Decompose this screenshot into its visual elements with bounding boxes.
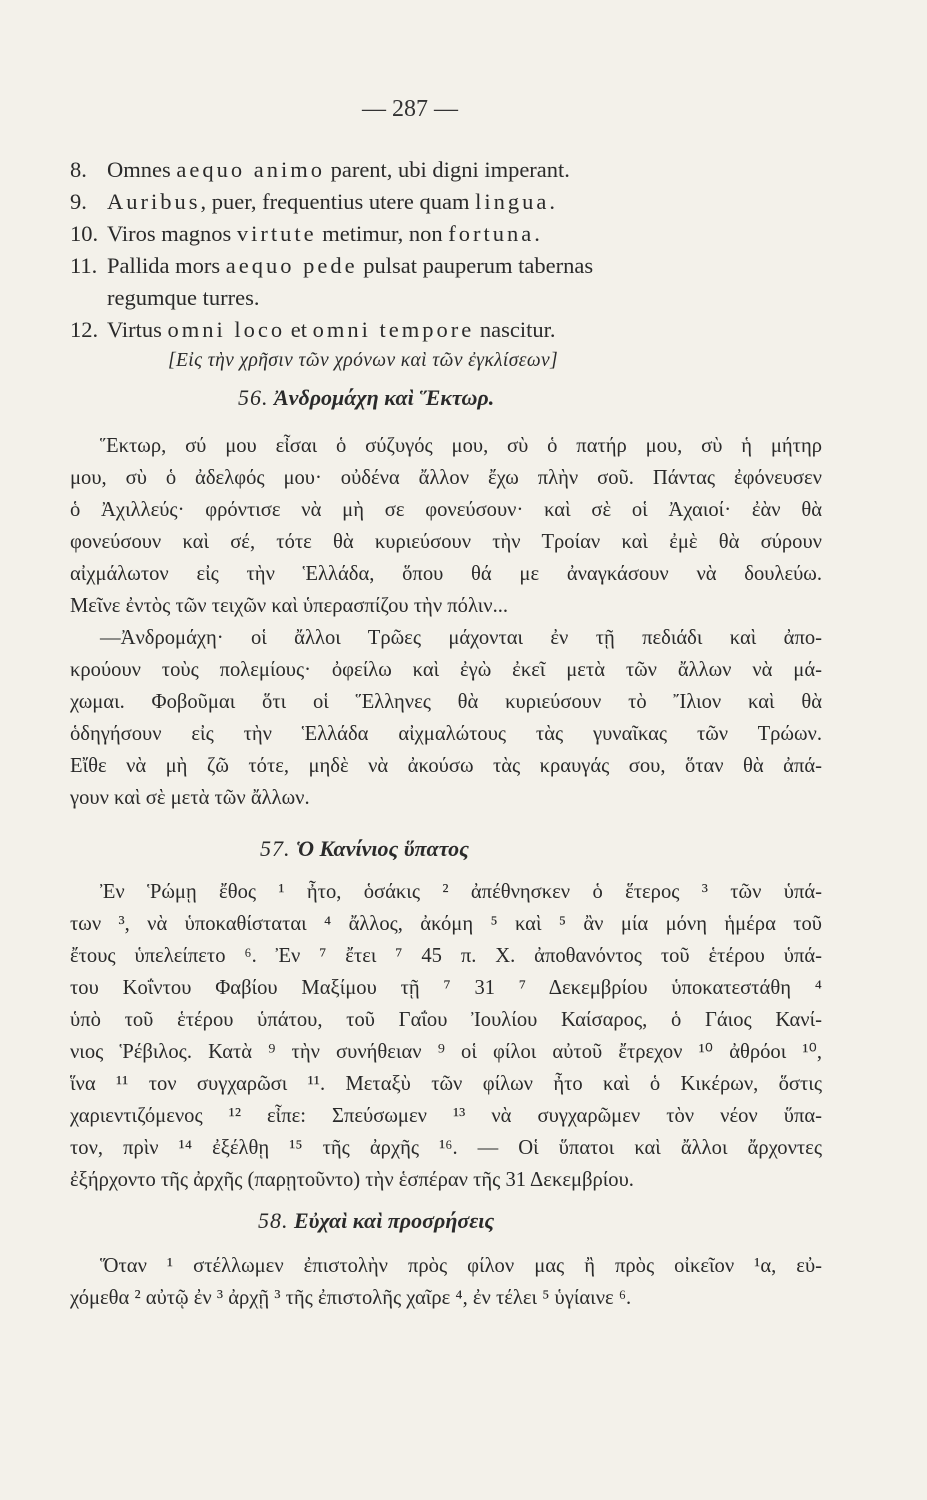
text-segment: Pallida mors bbox=[107, 253, 226, 278]
sentence-number: 11. bbox=[70, 253, 98, 278]
spaced-phrase: virtute bbox=[236, 221, 317, 246]
text-segment: Omnes bbox=[107, 157, 177, 182]
text-line: φονεύσουν καὶ σέ, τότε θὰ κυριεύσουν τὴν Τροίαν καὶ ἐμὲ θὰ σύρουν bbox=[70, 531, 822, 553]
text-segment: et bbox=[285, 317, 313, 342]
text-segment: Virtus bbox=[107, 317, 168, 342]
sentence-number: 10. bbox=[70, 221, 99, 246]
latin-line bbox=[70, 154, 830, 186]
spaced-phrase: aequo pede bbox=[225, 253, 358, 278]
text-segment: regumque turres. bbox=[107, 285, 260, 310]
text-segment: pulsat pauperum tabernas bbox=[357, 253, 594, 278]
latin-sentences bbox=[70, 154, 830, 346]
spaced-phrase: omni tempore bbox=[312, 317, 475, 342]
text-line: Ἕκτωρ, σύ μου εἶσαι ὁ σύζυγός μου, σὺ ὁ πατήρ μου, σὺ ἡ μήτηρ bbox=[100, 435, 822, 457]
sentence-number: 9. bbox=[70, 189, 87, 214]
text-segment: , puer, frequentius utere quam bbox=[200, 189, 476, 214]
text-line: μου, σὺ ὁ ἀδελφός μου· οὐδένα ἄλλον ἔχω πλὴν σοῦ. Πάντας ἐφόνευσεν bbox=[70, 467, 822, 489]
text-line: χόμεθα ² αὐτῷ ἐν ³ ἀρχῇ ³ τῆς ἐπιστολῆς χαῖρε ⁴, ἐν τέλει ⁵ ὑγίαινε ⁶. bbox=[70, 1287, 632, 1309]
section-number: 57. bbox=[260, 836, 291, 861]
spaced-phrase: fortuna bbox=[448, 221, 535, 246]
text-line: χωμαι. Φοβοῦμαι ὅτι οἱ Ἕλληνες θὰ κυριεύσουν τὸ Ἴλιον καὶ θὰ bbox=[70, 691, 822, 713]
text-segment: parent, ubi digni imperant. bbox=[324, 157, 570, 182]
text-line: ὑπὸ τοῦ ἑτέρου ὑπάτου, τοῦ Γαΐου Ἰουλίου Καίσαρος, ὁ Γάιος Κανί- bbox=[70, 1009, 822, 1031]
latin-line bbox=[70, 218, 830, 250]
section-56-text bbox=[70, 430, 822, 814]
sentence-number: 8. bbox=[70, 157, 87, 182]
text-line: κρούουν τοὺς πολεμίους· ὀφείλω καὶ ἐγὼ ἐκεῖ μετὰ τῶν ἄλλων νὰ μά- bbox=[70, 659, 822, 681]
spaced-phrase: Auribus bbox=[107, 189, 201, 214]
text-line: ὁ Ἀχιλλεύς· φρόντισε νὰ μὴ σε φονεύσουν· καὶ σὲ οἱ Ἀχαιοί· ἐὰν θὰ bbox=[70, 499, 822, 521]
section-heading: Εὐχαὶ καὶ προσρήσεις bbox=[294, 1208, 495, 1233]
section-57-text bbox=[70, 876, 822, 1196]
section-58-title bbox=[258, 1208, 494, 1234]
section-56-title bbox=[238, 385, 494, 411]
text-line: ἵνα ¹¹ τον συγχαρῶσι ¹¹. Μεταξὺ τῶν φίλων ἦτο καὶ ὁ Κικέρων, ὅστις bbox=[70, 1073, 822, 1095]
text-segment: . bbox=[549, 189, 556, 214]
text-line: χαριεντιζόμενος ¹² εἶπε: Σπεύσωμεν ¹³ νὰ συγχαρῶμεν τὸν νέον ὕπα- bbox=[70, 1105, 822, 1127]
page-number: — 287 — bbox=[362, 96, 458, 122]
text-line: ἔτους ὑπελείπετο ⁶. Ἐν ⁷ ἔτει ⁷ 45 π. Χ. ἀποθανόντος τοῦ ἑτέρου ὑπά- bbox=[70, 945, 822, 967]
section-number: 58. bbox=[258, 1208, 289, 1233]
section-58-text bbox=[70, 1250, 822, 1314]
section-heading: Ἀνδρομάχη καὶ Ἕκτωρ. bbox=[274, 385, 495, 410]
latin-line bbox=[70, 314, 830, 346]
text-line: των ³, νὰ ὑποκαθίσταται ⁴ ἄλλος, ἀκόμη ⁵ καὶ ⁵ ἂν μία μόνη ἡμέρα τοῦ bbox=[70, 913, 822, 935]
text-line: Ἐν Ῥώμῃ ἔθος ¹ ἦτο, ὁσάκις ² ἀπέθνησκεν ὁ ἕτερος ³ τῶν ὑπά- bbox=[100, 881, 822, 903]
latin-line bbox=[70, 282, 830, 314]
text-line: Ὅταν ¹ στέλλωμεν ἐπιστολὴν πρὸς φίλον μας ἢ πρὸς οἰκεῖον ¹α, εὐ- bbox=[100, 1255, 822, 1277]
heading-note: [Εἰς τὴν χρῆσιν τῶν χρόνων καὶ τῶν ἐγκλίσεων] bbox=[168, 350, 559, 371]
section-heading: Ὁ Κανίνιος ὕπατος bbox=[296, 836, 469, 861]
text-segment: nascitur. bbox=[474, 317, 556, 342]
text-segment: . bbox=[534, 221, 540, 246]
section-number: 56. bbox=[238, 385, 269, 410]
spaced-phrase: lingua bbox=[475, 189, 550, 214]
text-line: ἐξήρχοντο τῆς ἀρχῆς (παρῃτοῦντο) τὴν ἑσπέραν τῆς 31 Δεκεμβρίου. bbox=[70, 1169, 634, 1191]
spaced-phrase: aequo animo bbox=[176, 157, 325, 182]
text-line: τον, πρὶν ¹⁴ ἐξέλθῃ ¹⁵ τῆς ἀρχῆς ¹⁶. — Οἱ ὕπατοι καὶ ἄλλοι ἄρχοντες bbox=[70, 1137, 822, 1159]
section-57-title bbox=[260, 836, 469, 862]
latin-line bbox=[70, 186, 830, 218]
text-line: ὁδηγήσουν εἰς τὴν Ἑλλάδα αἰχμαλώτους τὰς γυναῖκας τῶν Τρώων. bbox=[70, 723, 822, 745]
text-line: γουν καὶ σὲ μετὰ τῶν ἄλλων. bbox=[70, 787, 310, 809]
latin-line bbox=[70, 250, 830, 282]
text-line: νιος Ῥέβιλος. Κατὰ ⁹ τὴν συνήθειαν ⁹ οἱ φίλοι αὐτοῦ ἔτρεχον ¹⁰ ἀθρόοι ¹⁰, bbox=[70, 1041, 822, 1063]
sentence-number: 12. bbox=[70, 317, 99, 342]
text-line: —Ἀνδρομάχη· οἱ ἄλλοι Τρῶες μάχονται ἐν τῇ πεδιάδι καὶ ἀπο- bbox=[100, 627, 822, 649]
text-line: αἰχμάλωτον εἰς τὴν Ἑλλάδα, ὅπου θά με ἀναγκάσουν νὰ δουλεύω. bbox=[70, 563, 822, 585]
text-line: Μεῖνε ἐντὸς τῶν τειχῶν καὶ ὑπερασπίζου τὴν πόλιν... bbox=[70, 595, 509, 617]
text-segment: Viros magnos bbox=[107, 221, 237, 246]
spaced-phrase: omni loco bbox=[167, 317, 286, 342]
text-line: Εἴθε νὰ μὴ ζῶ τότε, μηδὲ νὰ ἀκούσω τὰς κραυγάς σου, ὅταν θὰ ἀπά- bbox=[70, 755, 822, 777]
text-segment: metimur, non bbox=[316, 221, 449, 246]
text-line: του Κοΐντου Φαβίου Μαξίμου τῇ ⁷ 31 ⁷ Δεκεμβρίου ὑποκατεστάθη ⁴ bbox=[70, 977, 822, 999]
